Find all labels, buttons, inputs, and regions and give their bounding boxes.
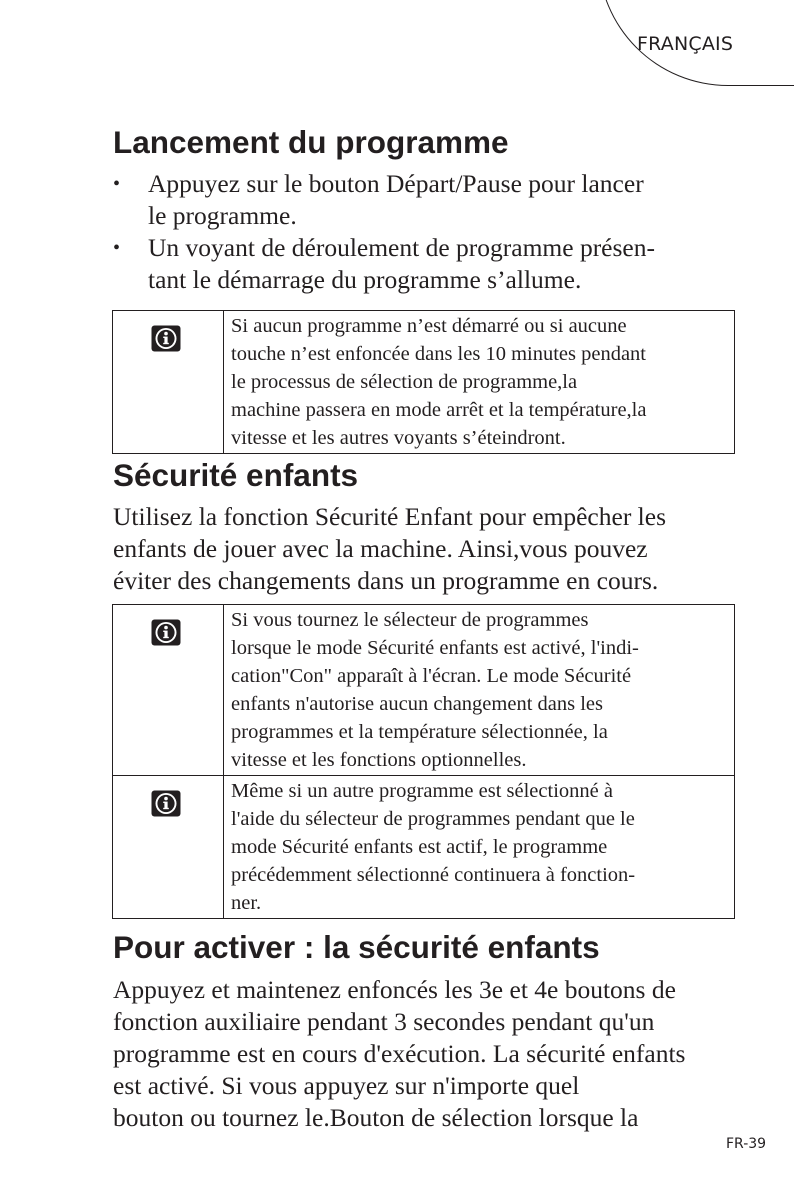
child-safety-note-table [112, 604, 735, 919]
paragraph-line: est activé. Si vous appuyez sur n'importe quel [113, 1071, 580, 1100]
launch-bullet-list [113, 168, 753, 296]
note-icon-cell [113, 776, 224, 919]
note-line: ner. [231, 892, 262, 914]
bullet-line: le programme. [148, 201, 297, 230]
note-line: Si vous tournez le sélecteur de programmes [231, 609, 589, 631]
note-line: mode Sécurité enfants est actif, le programme [231, 836, 608, 858]
bullet-item [113, 232, 753, 296]
note-line: touche n’est enfoncée dans les 10 minutes pendant [231, 343, 646, 365]
note-line: machine passera en mode arrêt et la température,la [231, 399, 647, 421]
note-row [113, 311, 735, 454]
bullet-dot-icon: • [113, 237, 121, 259]
paragraph-line: enfants de jouer avec la machine. Ainsi,vous pouvez [113, 534, 648, 563]
bullet-line: Un voyant de déroulement de programme présen- [148, 233, 655, 262]
info-icon [151, 790, 181, 817]
note-line: vitesse et les fonctions optionnelles. [231, 749, 527, 771]
note-text-cell [224, 311, 735, 454]
note-line: précédemment sélectionné continuera à fonction- [231, 864, 636, 886]
heading-program-launch: Lancement du programme [113, 124, 509, 160]
note-icon-cell [113, 605, 224, 776]
page-number: FR-39 [726, 1136, 767, 1152]
paragraph-line: éviter des changements dans un programme en cours. [113, 566, 659, 595]
note-line: l'aide du sélecteur de programmes pendant que le [231, 808, 635, 830]
note-line: Si aucun programme n’est démarré ou si aucune [231, 315, 627, 337]
bullet-dot-icon: • [113, 173, 121, 195]
info-icon [151, 325, 181, 352]
note-line: cation"Con" apparaît à l'écran. Le mode Sécurité [231, 665, 632, 687]
note-line: lorsque le mode Sécurité enfants est activé, l'indi- [231, 637, 639, 659]
language-label: FRANÇAIS [637, 33, 734, 55]
note-line: le processus de sélection de programme,la [231, 371, 578, 393]
note-line: programmes et la température sélectionnée, la [231, 721, 608, 743]
launch-note-table [112, 310, 735, 454]
note-text-cell [224, 605, 735, 776]
note-icon-cell [113, 311, 224, 454]
note-text-cell [224, 776, 735, 919]
bullet-line: Appuyez sur le bouton Départ/Pause pour lancer [148, 169, 644, 198]
note-line: vitesse et les autres voyants s’éteindront. [231, 427, 566, 449]
bullet-item [113, 168, 753, 232]
paragraph-line: Appuyez et maintenez enfoncés les 3e et 4e boutons de [113, 975, 676, 1004]
info-icon [151, 619, 181, 646]
paragraph-line: programme est en cours d'exécution. La sécurité enfants [113, 1039, 686, 1068]
paragraph-line: fonction auxiliaire pendant 3 secondes pendant qu'un [113, 1007, 655, 1036]
bullet-line: tant le démarrage du programme s’allume. [148, 265, 582, 294]
paragraph-line: Utilisez la fonction Sécurité Enfant pour empêcher les [113, 502, 667, 531]
activate-paragraph [113, 974, 763, 1134]
note-line: enfants n'autorise aucun changement dans les [231, 693, 603, 715]
note-row [113, 605, 735, 776]
heading-activate-child-safety: Pour activer : la sécurité enfants [113, 929, 600, 965]
paragraph-line: bouton ou tournez le.Bouton de sélection lorsque la [113, 1103, 639, 1132]
note-row [113, 776, 735, 919]
note-line: Même si un autre programme est sélectionné à [231, 780, 613, 802]
heading-child-safety: Sécurité enfants [113, 457, 359, 493]
child-safety-paragraph [113, 501, 763, 597]
